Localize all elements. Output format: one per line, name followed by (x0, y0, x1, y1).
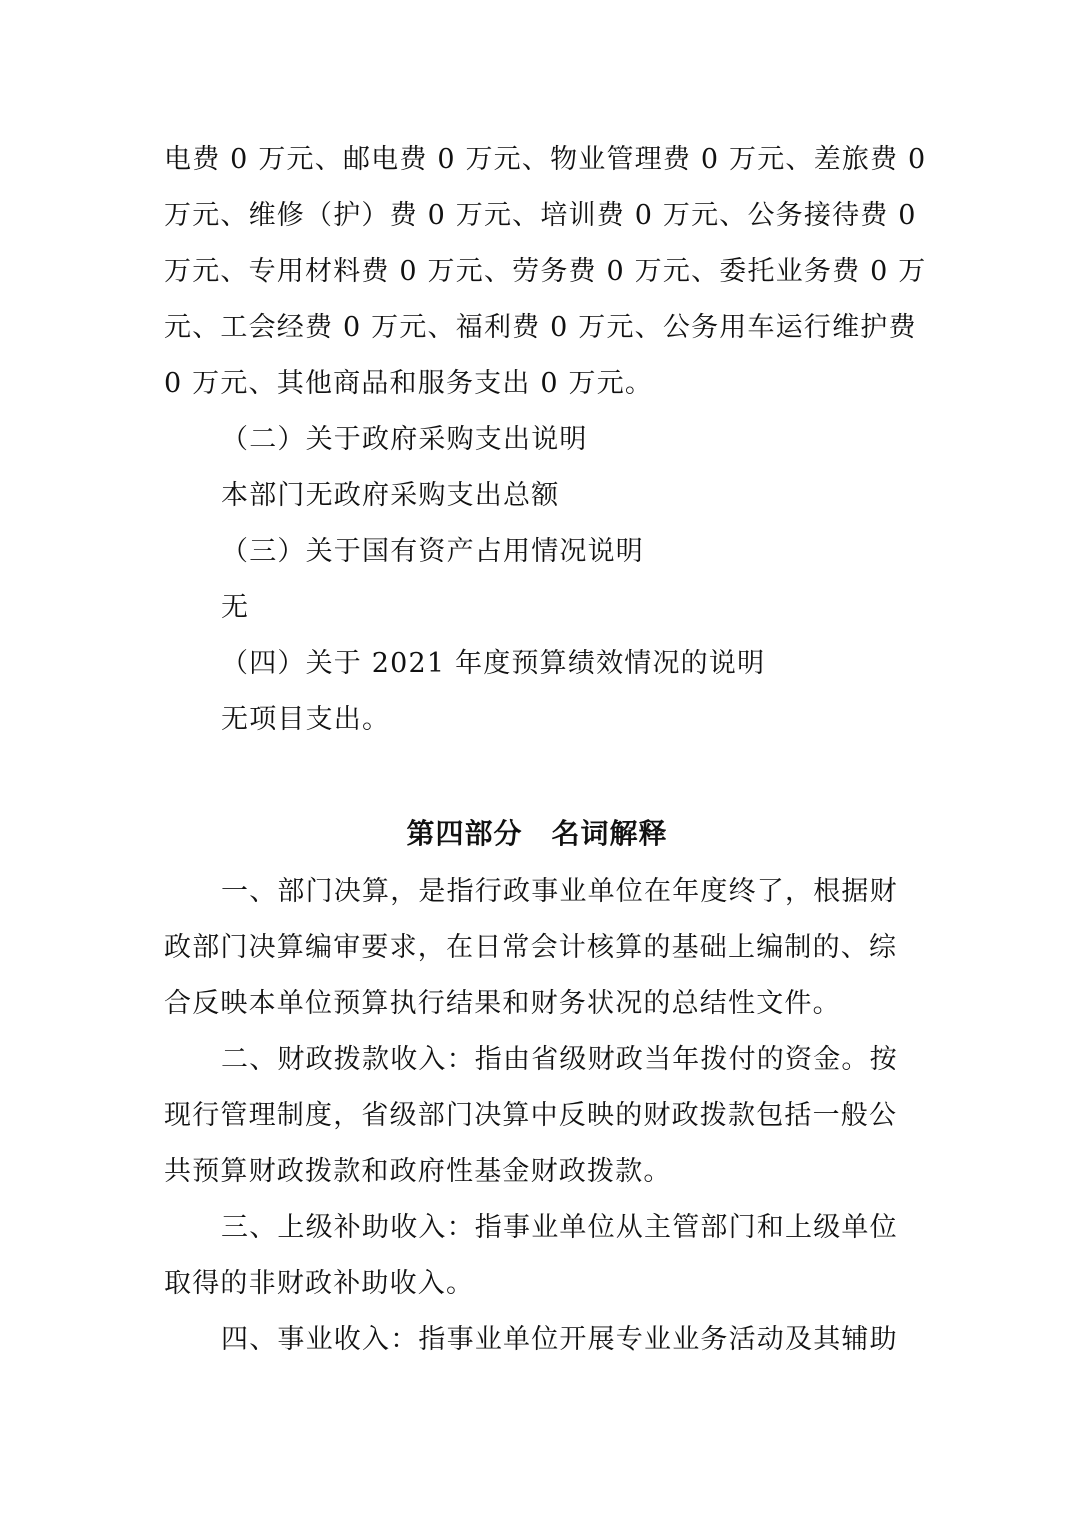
section-heading: （三）关于国有资产占用情况说明 (221, 536, 644, 567)
paragraph-line: 0 万元、其他商品和服务支出 0 万元。 (164, 368, 654, 399)
definition-line: 一、部门决算，是指行政事业单位在年度终了，根据财 (221, 876, 898, 907)
paragraph-line: 万元、专用材料费 0 万元、劳务费 0 万元、委托业务费 0 万 (164, 256, 927, 287)
definition-line: 取得的非财政补助收入。 (164, 1268, 475, 1299)
section-body: 本部门无政府采购支出总额 (221, 480, 560, 511)
definition-line: 二、财政拨款收入：指由省级财政当年拨付的资金。按 (221, 1044, 898, 1075)
definition-line: 合反映本单位预算执行结果和财务状况的总结性文件。 (164, 988, 841, 1019)
paragraph-line: 电费 0 万元、邮电费 0 万元、物业管理费 0 万元、差旅费 0 (164, 144, 927, 175)
section-body: 无项目支出。 (221, 704, 391, 735)
definition-line: 三、上级补助收入：指事业单位从主管部门和上级单位 (221, 1212, 898, 1243)
paragraph-line: 元、工会经费 0 万元、福利费 0 万元、公务用车运行维护费 (164, 312, 917, 343)
paragraph-line: 万元、维修（护）费 0 万元、培训费 0 万元、公务接待费 0 (164, 200, 917, 231)
section-heading: （二）关于政府采购支出说明 (221, 424, 588, 455)
section-heading: （四）关于 2021 年度预算绩效情况的说明 (221, 648, 766, 679)
definition-line: 四、事业收入：指事业单位开展专业业务活动及其辅助 (221, 1324, 898, 1355)
section-body: 无 (221, 592, 250, 623)
definition-line: 政部门决算编审要求，在日常会计核算的基础上编制的、综 (164, 932, 898, 963)
part-title: 第四部分 名词解释 (406, 817, 668, 850)
definition-line: 共预算财政拨款和政府性基金财政拨款。 (164, 1156, 672, 1187)
definition-line: 现行管理制度，省级部门决算中反映的财政拨款包括一般公 (164, 1100, 898, 1131)
